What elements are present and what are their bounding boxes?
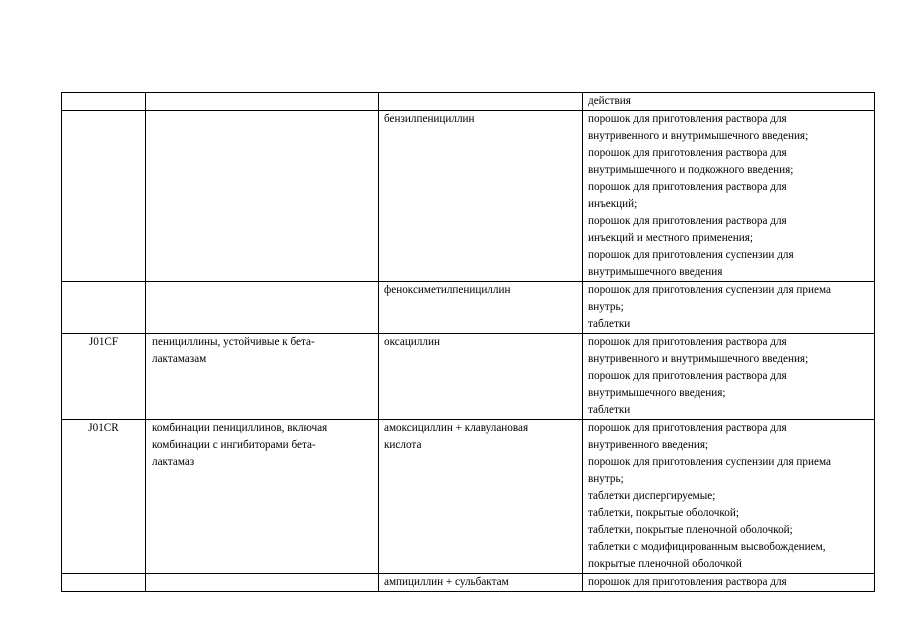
atc-code-cell xyxy=(62,93,146,111)
dosage-forms-line: порошок для приготовления раствора для xyxy=(588,113,787,125)
drug-name-line: феноксиметилпенициллин xyxy=(384,284,511,296)
drug-table xyxy=(61,92,875,592)
dosage-forms-cell xyxy=(583,282,875,334)
dosage-forms-line: внутривенного и внутримышечного введения; xyxy=(588,130,809,142)
atc-code: J01CR xyxy=(88,422,119,434)
pharm-group-cell xyxy=(146,574,379,592)
pharm-group-line: лактамаз xyxy=(152,456,195,468)
pharm-group-line: комбинации пенициллинов, включая xyxy=(152,422,328,434)
table-row xyxy=(62,420,875,574)
dosage-forms-line: порошок для приготовления суспензии для приема xyxy=(588,456,831,468)
drug-name-cell xyxy=(379,282,583,334)
dosage-forms-cell xyxy=(583,111,875,282)
atc-code-cell xyxy=(62,334,146,420)
pharm-group-cell xyxy=(146,111,379,282)
table-row xyxy=(62,334,875,420)
table-body xyxy=(62,93,875,592)
atc-code xyxy=(62,111,145,128)
dosage-forms-line: порошок для приготовления раствора для xyxy=(588,576,787,588)
dosage-forms-line: внутрь; xyxy=(588,301,624,313)
pharm-group-cell xyxy=(146,420,379,574)
dosage-forms-line: порошок для приготовления раствора для xyxy=(588,422,787,434)
dosage-forms-line: таблетки xyxy=(588,404,631,416)
dosage-forms-line: внутримышечного и подкожного введения; xyxy=(588,164,794,176)
dosage-forms-line: покрытые пленочной оболочкой xyxy=(588,558,742,570)
dosage-forms-line: порошок для приготовления раствора для xyxy=(588,181,787,193)
atc-code: J01CF xyxy=(88,336,119,348)
table-row xyxy=(62,574,875,592)
atc-code-cell xyxy=(62,111,146,282)
atc-code-cell xyxy=(62,282,146,334)
dosage-forms-line: порошок для приготовления суспензии для приема xyxy=(588,284,831,296)
drug-name-cell xyxy=(379,93,583,111)
dosage-forms-line: таблетки xyxy=(588,318,631,330)
dosage-forms-line: инъекций; xyxy=(588,198,638,210)
drug-name-line: кислота xyxy=(384,439,422,451)
table-row xyxy=(62,93,875,111)
atc-code xyxy=(62,574,145,591)
dosage-forms-line: порошок для приготовления раствора для xyxy=(588,215,787,227)
drug-name-line: бензилпенициллин xyxy=(384,113,475,125)
dosage-forms-cell xyxy=(583,93,875,111)
drug-name-cell xyxy=(379,334,583,420)
dosage-forms-cell xyxy=(583,574,875,592)
dosage-forms-line: внутримышечного введения; xyxy=(588,387,726,399)
dosage-forms-line: таблетки, покрытые пленочной оболочкой; xyxy=(588,524,793,536)
atc-code-cell xyxy=(62,574,146,592)
pharm-group-line: комбинации с ингибиторами бета- xyxy=(152,439,316,451)
drug-name-cell xyxy=(379,420,583,574)
table-row xyxy=(62,282,875,334)
dosage-forms-line: таблетки с модифицированным высвобождением, xyxy=(588,541,826,553)
dosage-forms-line: порошок для приготовления раствора для xyxy=(588,370,787,382)
dosage-forms-line: порошок для приготовления раствора для xyxy=(588,336,787,348)
atc-code xyxy=(62,282,145,299)
atc-code xyxy=(62,93,145,110)
drug-name-line: оксациллин xyxy=(384,336,440,348)
pharm-group-line: лактамазам xyxy=(152,353,207,365)
dosage-forms-line: таблетки, покрытые оболочкой; xyxy=(588,507,739,519)
dosage-forms-line: внутримышечного введения xyxy=(588,266,723,278)
dosage-forms-line: порошок для приготовления суспензии для xyxy=(588,249,794,261)
drug-name-cell xyxy=(379,574,583,592)
dosage-forms-line: внутрь; xyxy=(588,473,624,485)
table-row xyxy=(62,111,875,282)
dosage-forms-line: таблетки диспергируемые; xyxy=(588,490,716,502)
dosage-forms-cell xyxy=(583,420,875,574)
drug-name-line: амоксициллин + клавулановая xyxy=(384,422,529,434)
drug-name-cell xyxy=(379,111,583,282)
atc-code-cell xyxy=(62,420,146,574)
dosage-forms-line: внутривенного и внутримышечного введения; xyxy=(588,353,809,365)
pharm-group-cell xyxy=(146,334,379,420)
pharm-group-line: пенициллины, устойчивые к бета- xyxy=(152,336,315,348)
dosage-forms-cell xyxy=(583,334,875,420)
dosage-forms-line: инъекций и местного применения; xyxy=(588,232,753,244)
pharm-group-cell xyxy=(146,282,379,334)
dosage-forms-line: порошок для приготовления раствора для xyxy=(588,147,787,159)
dosage-forms-line: внутривенного введения; xyxy=(588,439,709,451)
drug-name-line: ампициллин + сульбактам xyxy=(384,576,509,588)
pharm-group-cell xyxy=(146,93,379,111)
dosage-forms-line: действия xyxy=(588,95,631,107)
